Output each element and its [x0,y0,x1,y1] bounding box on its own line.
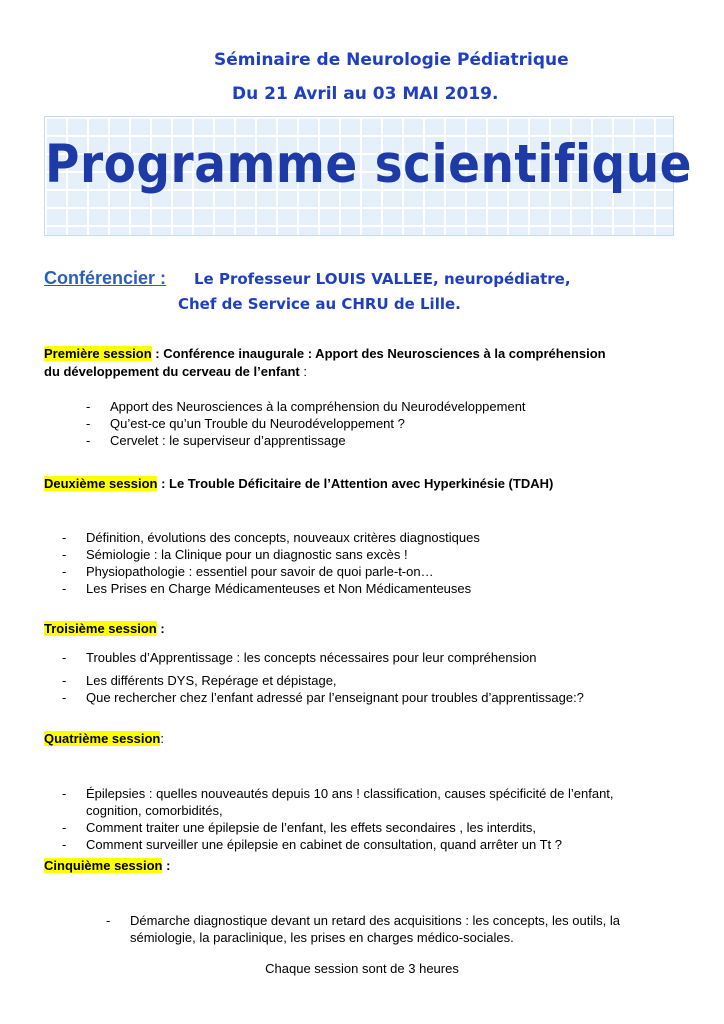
banner-title: Programme scientifique [45,133,693,196]
session-1-heading [44,346,606,361]
session-title: : [160,731,164,746]
session-title: : Conférence inaugurale : Apport des Neurosciences à la compréhension [151,346,606,361]
session-title-colon: : [299,364,307,379]
speaker-role: Chef de Service au CHRU de Lille. [178,295,461,313]
session-label: Première session [44,346,152,361]
footer-note: Chaque session sont de 3 heures [265,961,459,976]
session-title: : [156,621,165,636]
session-title: : Le Trouble Déficitaire de l’Attention avec Hyperkinésie (TDAH) [157,476,554,491]
speaker-name: Le Professeur LOUIS VALLEE, neuropédiatre, [194,270,571,288]
seminar-dates: Du 21 Avril au 03 MAI 2019. [232,84,499,104]
session-label: Cinquième session [44,858,163,873]
session-5-heading [44,858,170,873]
session-title-continuation: du développement du cerveau de l’enfant [44,364,300,379]
session-3-heading [44,621,165,636]
session-label: Troisième session [44,621,157,636]
session-2-heading [44,476,553,491]
session-4-heading [44,731,164,746]
seminar-title: Séminaire de Neurologie Pédiatrique [214,50,569,70]
session-title: : [162,858,171,873]
document-page: Séminaire de Neurologie Pédiatrique Du 21 Avril au 03 MAI 2019. Programme scientifique Conférencier : Le Professeur LOUIS VALLEE, neuropédiatre, Chef de Service au CHRU de Lille. Première session : Conférence inaugurale : Apport des Neurosciences à la compréhension du développement du cerveau de l’enfant : - Apport des Neurosciences à la compréhension du Neurodéveloppement - Qu’est-ce qu’un Trouble du Neurodéveloppement ? - Cervelet : le superviseur d’apprentissage Deuxième session : Le Trouble Déficitaire de l’Attention avec Hyperkinésie (TDAH) - Définition, évolutions des concepts, nouveaux critères diagnostiques - Sémiologie : la Clinique pour un diagnostic sans excès ! - Physiopathologie : essentiel pour savoir de quoi parle-t-on… - Les Prises en Charge Médicamenteuses et Non Médicamenteuses Troisième session : - Troubles d’Apprentissage : les concepts nécessaires pour leur compréhension - Les différents DYS, Repérage et dépistage, - Que rechercher chez l’enfant adressé par l’enseignant pour troubles d’apprentissage:? Quatrième session: - Épilepsies : quelles nouveautés depuis 10 ans ! classification, causes spécificité de l’enfant, cognition, comorbidités, - Comment traiter une épilepsie de l’enfant, les effets secondaires , les interdits, - Comment surveiller une épilepsie en cabinet de consultation, quand arrêter un Tt ? Cinquième session : - Démarche diagnostique devant un retard des acquisitions : les concepts, les outils, la sémiologie, la paraclinique, les prises en charges médico-sociales. Chaque session sont de 3 heures [0,0,724,1024]
speaker-label: Conférencier : [44,268,167,288]
session-1-heading-continuation [44,364,307,379]
session-label: Deuxième session [44,476,158,491]
session-label: Quatrième session [44,731,161,746]
program-banner [44,116,693,236]
